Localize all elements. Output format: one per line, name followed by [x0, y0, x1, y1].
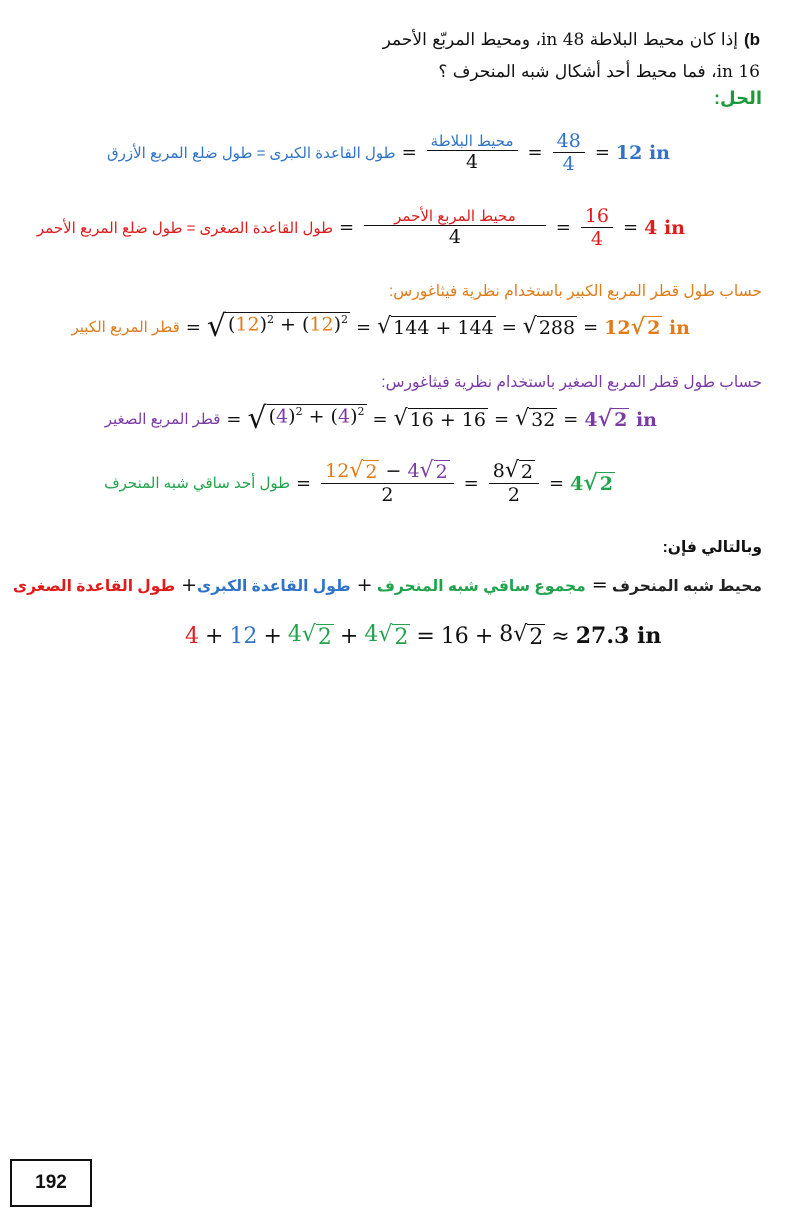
small-diagonal-label: قطر المربع الصغير	[104, 411, 221, 428]
small-diag-result: 4 √ 2 in	[584, 405, 657, 432]
eq2-fraction-2: $\frac{16}{4}$	[581, 205, 613, 250]
small-diag-sqrt: √ $(4)^2 + (4)^2$	[247, 401, 365, 436]
equation-small-base: طول القاعدة الصغرى = طول ضلع المربع الأحمر = $\frac{\text{محيط المربع الأحمر}}{4}$ = $\frac{16}{4}$ = 4 in	[36, 205, 685, 250]
big-diag-sqrt: √ $(12)^2 + (12)^2$	[206, 309, 349, 344]
leg-label: طول أحد ساقي شبه المنحرف	[104, 475, 291, 492]
perimeter-word-equation: محيط شبه المنحرف = مجموع ساقي شبه المنحرف + طول القاعدة الكبرى+ طول القاعدة الصغرى	[12, 574, 762, 596]
eq1-fraction: $\frac{\text{محيط البلاطة}}{4}$	[427, 132, 518, 173]
leg-result: 4 √ 2	[570, 469, 613, 496]
final-equation: 4 + 12 + 4 √ 2 + 4 √ 2 = 16 + 8 √ 2 ≈ 27.3 in	[185, 622, 662, 650]
question-block	[380, 24, 760, 88]
eq1-result: 12 in	[615, 141, 670, 164]
eq2-result: 4 in	[644, 216, 685, 239]
small-diag-sum: 16 + 16	[409, 408, 486, 431]
solution-label: الحل:	[714, 88, 762, 108]
page-number: 192	[10, 1159, 92, 1207]
big-diag-root: 288	[538, 316, 576, 339]
question-letter: b)	[743, 30, 760, 49]
eq2-fraction: $\frac{\text{محيط المربع الأحمر}}{4}$	[364, 207, 546, 248]
equation-big-base: طول القاعدة الكبرى = طول ضلع المربع الأزرق = $\frac{\text{محيط البلاطة}}{4}$ = $\frac{48}{4}$ = 12 in	[106, 130, 670, 175]
final-approx: 27.3 in	[575, 623, 662, 649]
big-diag-result: 12 √ 2 in	[604, 313, 690, 340]
eq2-label: طول القاعدة الصغرى = طول ضلع المربع الأحمر	[36, 219, 334, 237]
big-diag-sum: 144 + 144	[393, 316, 494, 339]
question-line-1: b)إذا كان محيط البلاطة 48 in، ومحيط المربّع الأحمر	[382, 30, 760, 50]
small-diagonal-heading: حساب طول قطر المربع الصغير باستخدام نظرية فيثاغورس:	[381, 374, 762, 391]
leg-fraction: 12 √ 2 − 4 √ 2 2	[321, 460, 454, 506]
therefore-label: وبالتالي فإن:	[662, 539, 762, 556]
big-diagonal-label: قطر المربع الكبير	[71, 319, 180, 336]
leg-fraction-2: 8 √ 2 2	[489, 460, 539, 506]
small-diagonal-equation: قطر المربع الصغير = √ $(4)^2 + (4)^2$ = √ 16 + 16 = √ 32 = 4 √ 2 in	[104, 401, 657, 436]
eq1-label: طول القاعدة الكبرى = طول ضلع المربع الأزرق	[106, 144, 396, 162]
eq1-fraction-2: $\frac{48}{4}$	[553, 130, 585, 175]
question-line-2: 16 in، فما محيط أحد أشكال شبه المنحرف ؟	[438, 62, 760, 82]
leg-equation: طول أحد ساقي شبه المنحرف = 12 √ 2 − 4 √ 2 2 = 8 √ 2 2 = 4 √ 2	[104, 458, 613, 506]
big-diagonal-heading: حساب طول قطر المربع الكبير باستخدام نظرية فيثاغورس:	[388, 283, 762, 300]
small-diag-root: 32	[531, 408, 556, 431]
big-diagonal-equation: قطر المربع الكبير = √ $(12)^2 + (12)^2$ = √ 144 + 144 = √ 288 = 12 √ 2 in	[71, 309, 690, 344]
